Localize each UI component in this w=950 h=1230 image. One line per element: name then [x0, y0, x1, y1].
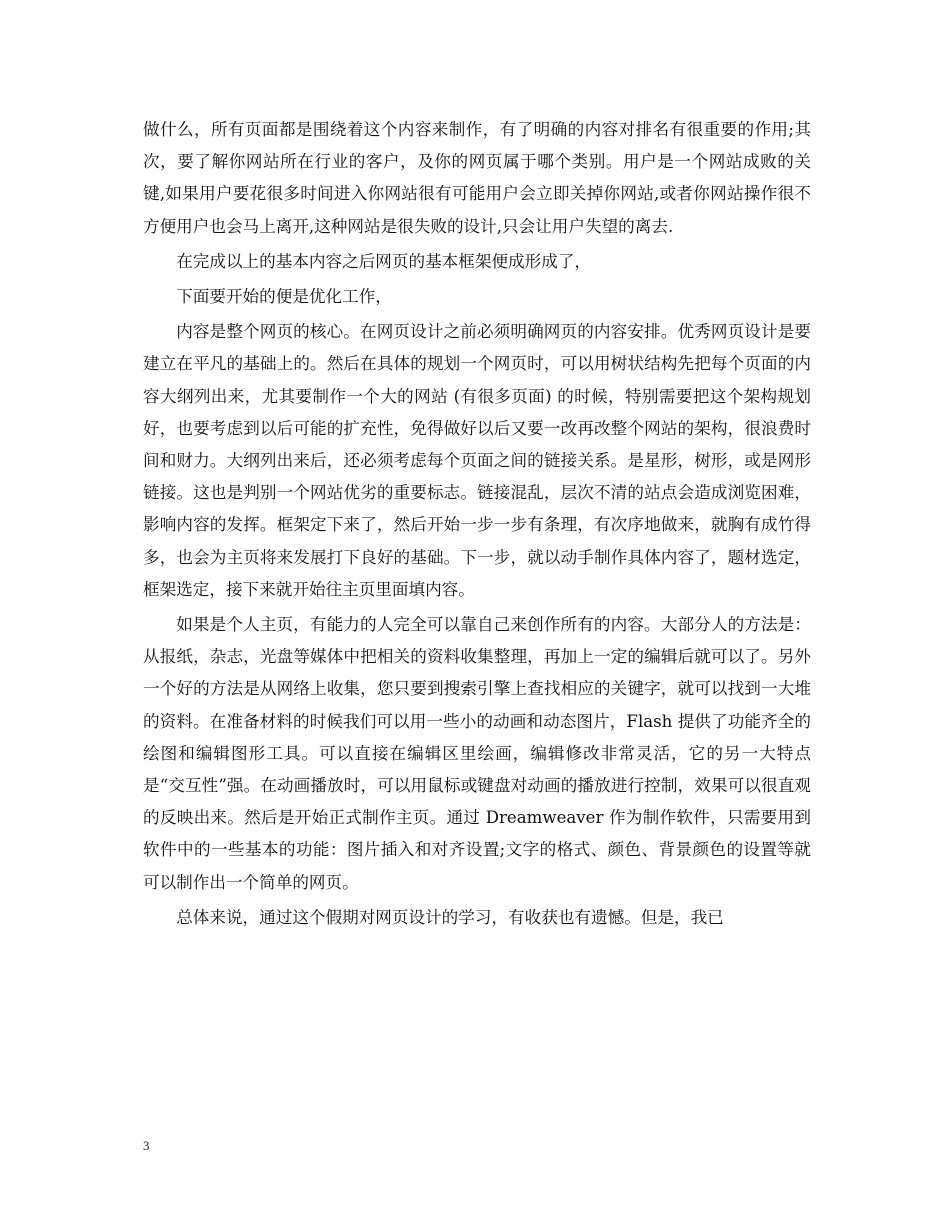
paragraph-personal-homepage: 如果是个人主页，有能力的人完全可以靠自己来创作所有的内容。大部分人的方法是：从报纸，杂志，光盘等媒体中把相关的资料收集整理，再加上一定的编辑后就可以了。另外一个好的方法是从网络上收集，您只要到搜索引擎上查找相应的关键字，就可以找到一大堆的资料。在准备材料的时候我们可以用一些小的动画和动态图片，Flash 提供了功能齐全的绘图和编辑图形工具。可以直接在编辑区里绘画，编辑修改非常灵活，它的另一大特点是“交互性”强。在动画播放时，可以用鼠标或键盘对动画的播放进行控制，效果可以很直观的反映出来。然后是开始正式制作主页。通过 Dreamweaver 作为制作软件，只需要用到软件中的一些基本的功能：图片插入和对齐设置;文字的格式、颜色、背景颜色的设置等就可以制作出一个简单的网页。: [143, 615, 811, 892]
paragraph-optimization: 下面要开始的便是优化工作，: [176, 287, 392, 307]
paragraph-continuation: 做什么，所有页面都是围绕着这个内容来制作，有了明确的内容对排名有很重要的作用;其次，要了解你网站所在行业的客户，及你的网页属于哪个类别。用户是一个网站成败的关键,如果用户要花很多时间进入你网站很有可能用户会立即关掉你网站,或者你网站操作很不方便用户也会马上离开,这种网站是很失败的设计,只会让用户失望的离去.: [143, 120, 811, 236]
body-text: [143, 114, 811, 934]
paragraph-content-core: 内容是整个网页的核心。在网页设计之前必须明确网页的内容安排。优秀网页设计是要建立在平凡的基础上的。然后在具体的规划一个网页时，可以用树状结构先把每个页面的内容大纲列出来，尤其要制作一个大的网站 (有很多页面) 的时候，特别需要把这个架构规划好，也要考虑到以后可能的扩充性，免得做好以后又要一改再改整个网站的架构，很浪费时间和财力。大纲列出来后，还必须考虑每个页面之间的链接关系。是星形，树形，或是网形链接。这也是判别一个网站优劣的重要标志。链接混乱，层次不清的站点会造成浏览困难，影响内容的发挥。框架定下来了，然后开始一步一步有条理，有次序地做来，就胸有成竹得多，也会为主页将来发展打下良好的基础。下一步，就以动手制作具体内容了，题材选定，框架选定，接下来就开始往主页里面填内容。: [143, 322, 811, 599]
paragraph-framework-formed: 在完成以上的基本内容之后网页的基本框架便成形成了，: [176, 251, 592, 271]
page-number: 3: [143, 1138, 150, 1153]
paragraph-summary: 总体来说，通过这个假期对网页设计的学习，有收获也有遗憾。但是，我已: [176, 907, 724, 927]
